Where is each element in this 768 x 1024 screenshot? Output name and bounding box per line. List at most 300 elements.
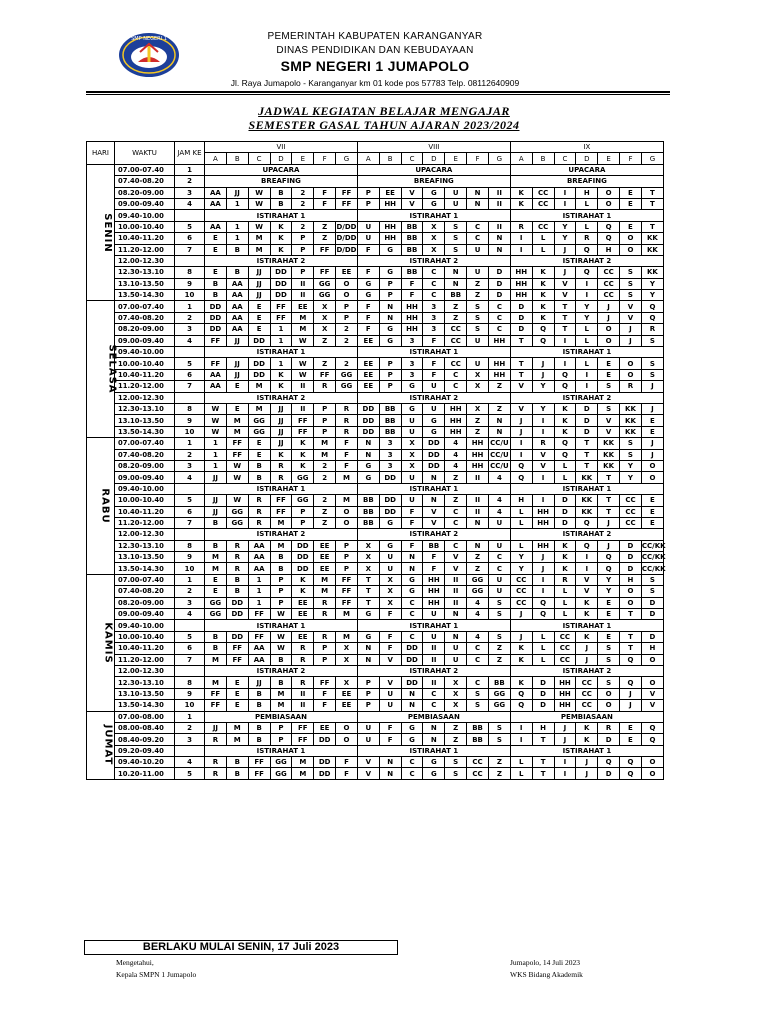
subject-cell: Z bbox=[314, 221, 336, 232]
table-row bbox=[87, 597, 664, 608]
subject-cell: 3 bbox=[401, 358, 423, 369]
subject-cell: KK bbox=[576, 472, 598, 483]
period-cell: 8 bbox=[175, 540, 205, 551]
subject-cell: M bbox=[292, 757, 314, 768]
subject-cell: AA bbox=[226, 278, 248, 289]
time-cell: 07.00-07.40 bbox=[115, 438, 175, 449]
class-header: E bbox=[292, 153, 314, 164]
subject-cell: M bbox=[205, 552, 227, 563]
subject-cell: D bbox=[532, 677, 554, 688]
subject-cell: HH bbox=[532, 517, 554, 528]
class-header: D bbox=[423, 153, 445, 164]
subject-cell: DD bbox=[292, 563, 314, 574]
subject-cell: R bbox=[314, 631, 336, 642]
time-cell: 08.00-08.40 bbox=[115, 722, 175, 733]
subject-cell: U bbox=[379, 563, 401, 574]
table-row bbox=[87, 164, 664, 175]
subject-cell: R bbox=[226, 552, 248, 563]
subject-cell: FF bbox=[314, 244, 336, 255]
subject-cell: S bbox=[467, 688, 489, 699]
table-row bbox=[87, 506, 664, 517]
subject-cell: K bbox=[554, 415, 576, 426]
subject-cell: N bbox=[379, 768, 401, 779]
subject-cell: EE bbox=[292, 609, 314, 620]
subject-cell: W bbox=[270, 643, 292, 654]
table-row bbox=[87, 347, 664, 358]
table-row bbox=[87, 688, 664, 699]
subject-cell: J bbox=[641, 381, 663, 392]
subject-cell: P bbox=[336, 552, 358, 563]
subject-cell: 3 bbox=[379, 449, 401, 460]
subject-cell: I bbox=[554, 187, 576, 198]
table-row bbox=[87, 665, 664, 676]
subject-cell: 4 bbox=[445, 449, 467, 460]
table-row bbox=[87, 176, 664, 187]
subject-cell: J bbox=[532, 552, 554, 563]
subject-cell: CC bbox=[467, 768, 489, 779]
subject-cell: D bbox=[488, 267, 510, 278]
subject-cell: U bbox=[357, 221, 379, 232]
activity-cell: BREAFING bbox=[357, 176, 510, 187]
subject-cell: FF bbox=[336, 574, 358, 585]
subject-cell: F bbox=[401, 506, 423, 517]
subject-cell: V bbox=[357, 768, 379, 779]
table-row bbox=[87, 392, 664, 403]
subject-cell: Y bbox=[510, 552, 532, 563]
subject-cell: Y bbox=[641, 290, 663, 301]
subject-cell: J bbox=[532, 358, 554, 369]
subject-cell: FF bbox=[248, 757, 270, 768]
subject-cell: V bbox=[445, 552, 467, 563]
subject-cell: B bbox=[248, 722, 270, 733]
table-row bbox=[87, 244, 664, 255]
subject-cell: T bbox=[510, 335, 532, 346]
subject-cell: G bbox=[379, 517, 401, 528]
subject-cell: E bbox=[226, 688, 248, 699]
subject-cell: H bbox=[641, 643, 663, 654]
subject-cell: M bbox=[314, 574, 336, 585]
subject-cell: II bbox=[445, 574, 467, 585]
subject-cell: N bbox=[467, 540, 489, 551]
subject-cell: V bbox=[641, 700, 663, 711]
subject-cell: Y bbox=[598, 574, 620, 585]
subject-cell: CC/U bbox=[490, 450, 509, 459]
period-cell: 9 bbox=[175, 552, 205, 563]
subject-cell: I bbox=[510, 233, 532, 244]
subject-cell: M bbox=[248, 244, 270, 255]
subject-cell: G bbox=[401, 722, 423, 733]
subject-cell: D bbox=[510, 312, 532, 323]
subject-cell: EE bbox=[314, 722, 336, 733]
subject-cell: F bbox=[423, 358, 445, 369]
subject-cell: S bbox=[488, 734, 510, 745]
subject-cell: BB bbox=[488, 677, 510, 688]
subject-cell: CC bbox=[445, 335, 467, 346]
subject-cell: Q bbox=[554, 449, 576, 460]
table-row bbox=[87, 677, 664, 688]
subject-cell: P bbox=[336, 301, 358, 312]
subject-cell: EE bbox=[292, 301, 314, 312]
subject-cell: E bbox=[620, 734, 642, 745]
subject-cell: R bbox=[205, 768, 227, 779]
subject-cell: U bbox=[467, 335, 489, 346]
subject-cell: Z bbox=[488, 654, 510, 665]
table-row bbox=[87, 335, 664, 346]
subject-cell: O bbox=[336, 734, 358, 745]
subject-cell: R bbox=[620, 381, 642, 392]
subject-cell: Z bbox=[314, 506, 336, 517]
school-logo bbox=[118, 30, 180, 80]
table-row bbox=[87, 631, 664, 642]
table-row bbox=[87, 495, 664, 506]
subject-cell: D bbox=[532, 700, 554, 711]
subject-cell: BB bbox=[467, 734, 489, 745]
subject-cell: 4 bbox=[488, 506, 510, 517]
subject-cell: Z bbox=[488, 381, 510, 392]
subject-cell: K bbox=[270, 449, 292, 460]
subject-cell: BB bbox=[357, 495, 379, 506]
subject-cell: DD bbox=[314, 768, 336, 779]
subject-cell: CC bbox=[532, 187, 554, 198]
subject-cell: D bbox=[620, 552, 642, 563]
subject-cell: U bbox=[423, 631, 445, 642]
subject-cell: I bbox=[576, 369, 598, 380]
time-cell: 10.40-11.20 bbox=[115, 369, 175, 380]
class-header: E bbox=[598, 153, 620, 164]
subject-cell: T bbox=[620, 643, 642, 654]
subject-cell: W bbox=[292, 358, 314, 369]
subject-cell: Z bbox=[488, 403, 510, 414]
subject-cell: JJ bbox=[248, 278, 270, 289]
subject-cell: JJ bbox=[248, 267, 270, 278]
subject-cell: Q bbox=[641, 734, 663, 745]
subject-cell: EE bbox=[357, 369, 379, 380]
subject-cell: S bbox=[445, 233, 467, 244]
subject-cell: FF bbox=[226, 449, 248, 460]
subject-cell: F bbox=[379, 631, 401, 642]
period-cell: 3 bbox=[175, 324, 205, 335]
subject-cell: Q bbox=[554, 438, 576, 449]
subject-cell: G bbox=[401, 734, 423, 745]
table-row bbox=[87, 187, 664, 198]
table-row bbox=[87, 415, 664, 426]
subject-cell: DD bbox=[205, 301, 227, 312]
subject-cell: Q bbox=[576, 517, 598, 528]
subject-cell: V bbox=[554, 278, 576, 289]
subject-cell: Q bbox=[598, 552, 620, 563]
subject-cell: V bbox=[510, 403, 532, 414]
subject-cell: CC bbox=[620, 517, 642, 528]
subject-cell: N bbox=[467, 187, 489, 198]
subject-cell: R bbox=[205, 734, 227, 745]
subject-cell: DD bbox=[401, 643, 423, 654]
subject-cell: C bbox=[467, 233, 489, 244]
subject-cell: DD bbox=[357, 403, 379, 414]
subject-cell: M bbox=[314, 586, 336, 597]
subject-cell: Z bbox=[467, 563, 489, 574]
subject-cell: E bbox=[641, 415, 663, 426]
subject-cell: V bbox=[379, 677, 401, 688]
subject-cell: N bbox=[467, 517, 489, 528]
day-name: JUMAT bbox=[102, 724, 114, 766]
time-cell: 12.00-12.30 bbox=[115, 255, 175, 266]
subject-cell: CC/KK bbox=[641, 541, 666, 550]
subject-cell: E bbox=[598, 358, 620, 369]
day-name: RABU bbox=[99, 488, 111, 524]
subject-cell: K bbox=[292, 449, 314, 460]
subject-cell: I bbox=[576, 278, 598, 289]
subject-cell: T bbox=[532, 768, 554, 779]
subject-cell: Z bbox=[467, 552, 489, 563]
subject-cell: DD bbox=[401, 654, 423, 665]
table-row bbox=[87, 734, 664, 745]
subject-cell: S bbox=[488, 597, 510, 608]
subject-cell: F bbox=[379, 609, 401, 620]
subject-cell: K bbox=[576, 722, 598, 733]
subject-cell: C bbox=[445, 369, 467, 380]
subject-cell: G bbox=[357, 609, 379, 620]
subject-cell: V bbox=[532, 460, 554, 471]
period-cell: 7 bbox=[175, 381, 205, 392]
subject-cell: F bbox=[314, 688, 336, 699]
subject-cell: CC/KK bbox=[641, 564, 666, 573]
table-row bbox=[87, 290, 664, 301]
period-cell: 10 bbox=[175, 700, 205, 711]
subject-cell: S bbox=[598, 677, 620, 688]
subject-cell: C bbox=[423, 278, 445, 289]
subject-cell: EE bbox=[336, 267, 358, 278]
table-row bbox=[87, 233, 664, 244]
subject-cell: X bbox=[379, 597, 401, 608]
subject-cell: GG bbox=[467, 586, 489, 597]
subject-cell: II bbox=[467, 472, 489, 483]
day-label bbox=[87, 301, 118, 438]
activity-cell: UPACARA bbox=[510, 164, 663, 175]
subject-cell: N bbox=[357, 449, 379, 460]
subject-cell: C bbox=[488, 552, 510, 563]
subject-cell: V bbox=[379, 654, 401, 665]
subject-cell: II bbox=[292, 290, 314, 301]
subject-cell: C bbox=[423, 688, 445, 699]
subject-cell: L bbox=[576, 198, 598, 209]
subject-cell: G bbox=[423, 187, 445, 198]
time-cell: 08.40-09.20 bbox=[115, 734, 175, 745]
subject-cell: EE bbox=[357, 381, 379, 392]
subject-cell: O bbox=[620, 358, 642, 369]
subject-cell: BB bbox=[379, 415, 401, 426]
period-cell: 4 bbox=[175, 609, 205, 620]
time-cell: 12.00-12.30 bbox=[115, 529, 175, 540]
subject-cell: O bbox=[598, 688, 620, 699]
subject-cell: D bbox=[576, 426, 598, 437]
subject-cell: X bbox=[379, 586, 401, 597]
subject-cell: BB bbox=[401, 233, 423, 244]
subject-cell: F bbox=[357, 301, 379, 312]
subject-cell: KK bbox=[576, 506, 598, 517]
subject-cell: D bbox=[620, 563, 642, 574]
subject-cell: O bbox=[336, 722, 358, 733]
subject-cell: GG bbox=[270, 768, 292, 779]
table-row bbox=[87, 369, 664, 380]
subject-cell: DD bbox=[292, 552, 314, 563]
subject-cell: GG bbox=[226, 517, 248, 528]
subject-cell: KK bbox=[598, 438, 620, 449]
period-cell bbox=[175, 483, 205, 494]
time-cell: 10.00-10.40 bbox=[115, 631, 175, 642]
time-cell: 10.00-10.40 bbox=[115, 495, 175, 506]
subject-cell: V bbox=[576, 586, 598, 597]
subject-cell: Q bbox=[641, 312, 663, 323]
subject-cell: I bbox=[510, 438, 532, 449]
period-cell: 5 bbox=[175, 221, 205, 232]
time-cell: 11.20-12.00 bbox=[115, 244, 175, 255]
subject-cell: K bbox=[292, 438, 314, 449]
subject-cell: M bbox=[336, 631, 358, 642]
subject-cell: GG bbox=[314, 290, 336, 301]
subject-cell: K bbox=[270, 369, 292, 380]
subject-cell: N bbox=[401, 700, 423, 711]
subject-cell: FF bbox=[270, 506, 292, 517]
subject-cell: D bbox=[510, 301, 532, 312]
subject-cell: W bbox=[270, 631, 292, 642]
subject-cell: K bbox=[270, 221, 292, 232]
subject-cell: B bbox=[248, 734, 270, 745]
subject-cell: E bbox=[641, 495, 663, 506]
subject-cell: N bbox=[488, 233, 510, 244]
subject-cell: R bbox=[248, 506, 270, 517]
subject-cell: C bbox=[423, 267, 445, 278]
subject-cell: DD bbox=[314, 757, 336, 768]
subject-cell: E bbox=[248, 449, 270, 460]
subject-cell: CC bbox=[620, 495, 642, 506]
subject-cell: K bbox=[554, 426, 576, 437]
subject-cell: E bbox=[205, 233, 227, 244]
subject-cell: I bbox=[532, 495, 554, 506]
subject-cell: Q bbox=[510, 688, 532, 699]
subject-cell: U bbox=[379, 552, 401, 563]
subject-cell: BB bbox=[379, 403, 401, 414]
table-row bbox=[87, 574, 664, 585]
subject-cell: M bbox=[292, 768, 314, 779]
subject-cell: 2 bbox=[336, 324, 358, 335]
subject-cell: Z bbox=[488, 757, 510, 768]
subject-cell: II bbox=[445, 597, 467, 608]
class-header: F bbox=[314, 153, 336, 164]
subject-cell: N bbox=[357, 643, 379, 654]
time-cell: 13.50-14.30 bbox=[115, 426, 175, 437]
subject-cell: JJ bbox=[205, 472, 227, 483]
subject-cell: Z bbox=[467, 415, 489, 426]
subject-cell: X bbox=[379, 574, 401, 585]
subject-cell: CC bbox=[445, 324, 467, 335]
subject-cell: J bbox=[510, 415, 532, 426]
subject-cell: N bbox=[467, 198, 489, 209]
subject-cell: 4 bbox=[445, 438, 467, 449]
subject-cell: O bbox=[598, 335, 620, 346]
subject-cell: H bbox=[510, 495, 532, 506]
subject-cell: V bbox=[598, 415, 620, 426]
subject-cell: BB bbox=[423, 540, 445, 551]
subject-cell: C bbox=[401, 768, 423, 779]
subject-cell: FF bbox=[270, 495, 292, 506]
subject-cell: O bbox=[641, 460, 663, 471]
subject-cell: DD bbox=[270, 278, 292, 289]
subject-cell: L bbox=[510, 506, 532, 517]
subject-cell: N bbox=[401, 552, 423, 563]
subject-cell: I bbox=[532, 472, 554, 483]
subject-cell: JJ bbox=[205, 506, 227, 517]
time-cell: 09.40-10.00 bbox=[115, 347, 175, 358]
subject-cell: GG bbox=[205, 609, 227, 620]
sign-left-1: Mengetahui, bbox=[116, 958, 154, 967]
subject-cell: M bbox=[292, 312, 314, 323]
subject-cell: BB bbox=[401, 221, 423, 232]
subject-cell: U bbox=[357, 233, 379, 244]
subject-cell: O bbox=[620, 244, 642, 255]
header-rule-thin bbox=[86, 94, 670, 95]
subject-cell: P bbox=[379, 369, 401, 380]
subject-cell: M bbox=[205, 563, 227, 574]
subject-cell: II bbox=[292, 700, 314, 711]
subject-cell: JJ bbox=[248, 290, 270, 301]
activity-cell: UPACARA bbox=[205, 164, 358, 175]
subject-cell: B bbox=[270, 563, 292, 574]
time-cell: 07.00-07.40 bbox=[115, 574, 175, 585]
subject-cell: O bbox=[641, 757, 663, 768]
subject-cell: CC/KK bbox=[641, 553, 666, 562]
subject-cell: G bbox=[401, 403, 423, 414]
subject-cell: T bbox=[620, 631, 642, 642]
subject-cell: FF bbox=[270, 301, 292, 312]
subject-cell: DD bbox=[226, 597, 248, 608]
subject-cell: J bbox=[598, 517, 620, 528]
subject-cell: K bbox=[510, 643, 532, 654]
subject-cell: N bbox=[488, 426, 510, 437]
class-header: D bbox=[576, 153, 598, 164]
subject-cell: J bbox=[620, 700, 642, 711]
subject-cell: N bbox=[445, 267, 467, 278]
subject-cell: Q bbox=[576, 540, 598, 551]
subject-cell: 1 bbox=[226, 198, 248, 209]
subject-cell: Z bbox=[445, 472, 467, 483]
subject-cell: S bbox=[467, 700, 489, 711]
subject-cell: 1 bbox=[205, 438, 227, 449]
subject-cell: DD bbox=[423, 460, 445, 471]
table-row bbox=[87, 358, 664, 369]
subject-cell: F bbox=[336, 460, 358, 471]
subject-cell: CC bbox=[445, 358, 467, 369]
subject-cell: M bbox=[314, 438, 336, 449]
subject-cell: M bbox=[226, 722, 248, 733]
day-label bbox=[87, 438, 115, 575]
subject-cell: DD bbox=[205, 324, 227, 335]
period-cell: 7 bbox=[175, 517, 205, 528]
subject-cell: J bbox=[532, 369, 554, 380]
subject-cell: 3 bbox=[423, 312, 445, 323]
subject-cell: U bbox=[488, 517, 510, 528]
subject-cell: X bbox=[336, 677, 358, 688]
activity-cell: PEMBIASAAN bbox=[357, 711, 510, 722]
subject-cell: T bbox=[598, 506, 620, 517]
class-header: A bbox=[510, 153, 532, 164]
subject-cell: W bbox=[248, 198, 270, 209]
subject-cell: W bbox=[248, 221, 270, 232]
subject-cell: W bbox=[205, 426, 227, 437]
subject-cell: Y bbox=[554, 221, 576, 232]
subject-cell: P bbox=[292, 506, 314, 517]
subject-cell: O bbox=[336, 290, 358, 301]
day-label bbox=[87, 164, 115, 301]
